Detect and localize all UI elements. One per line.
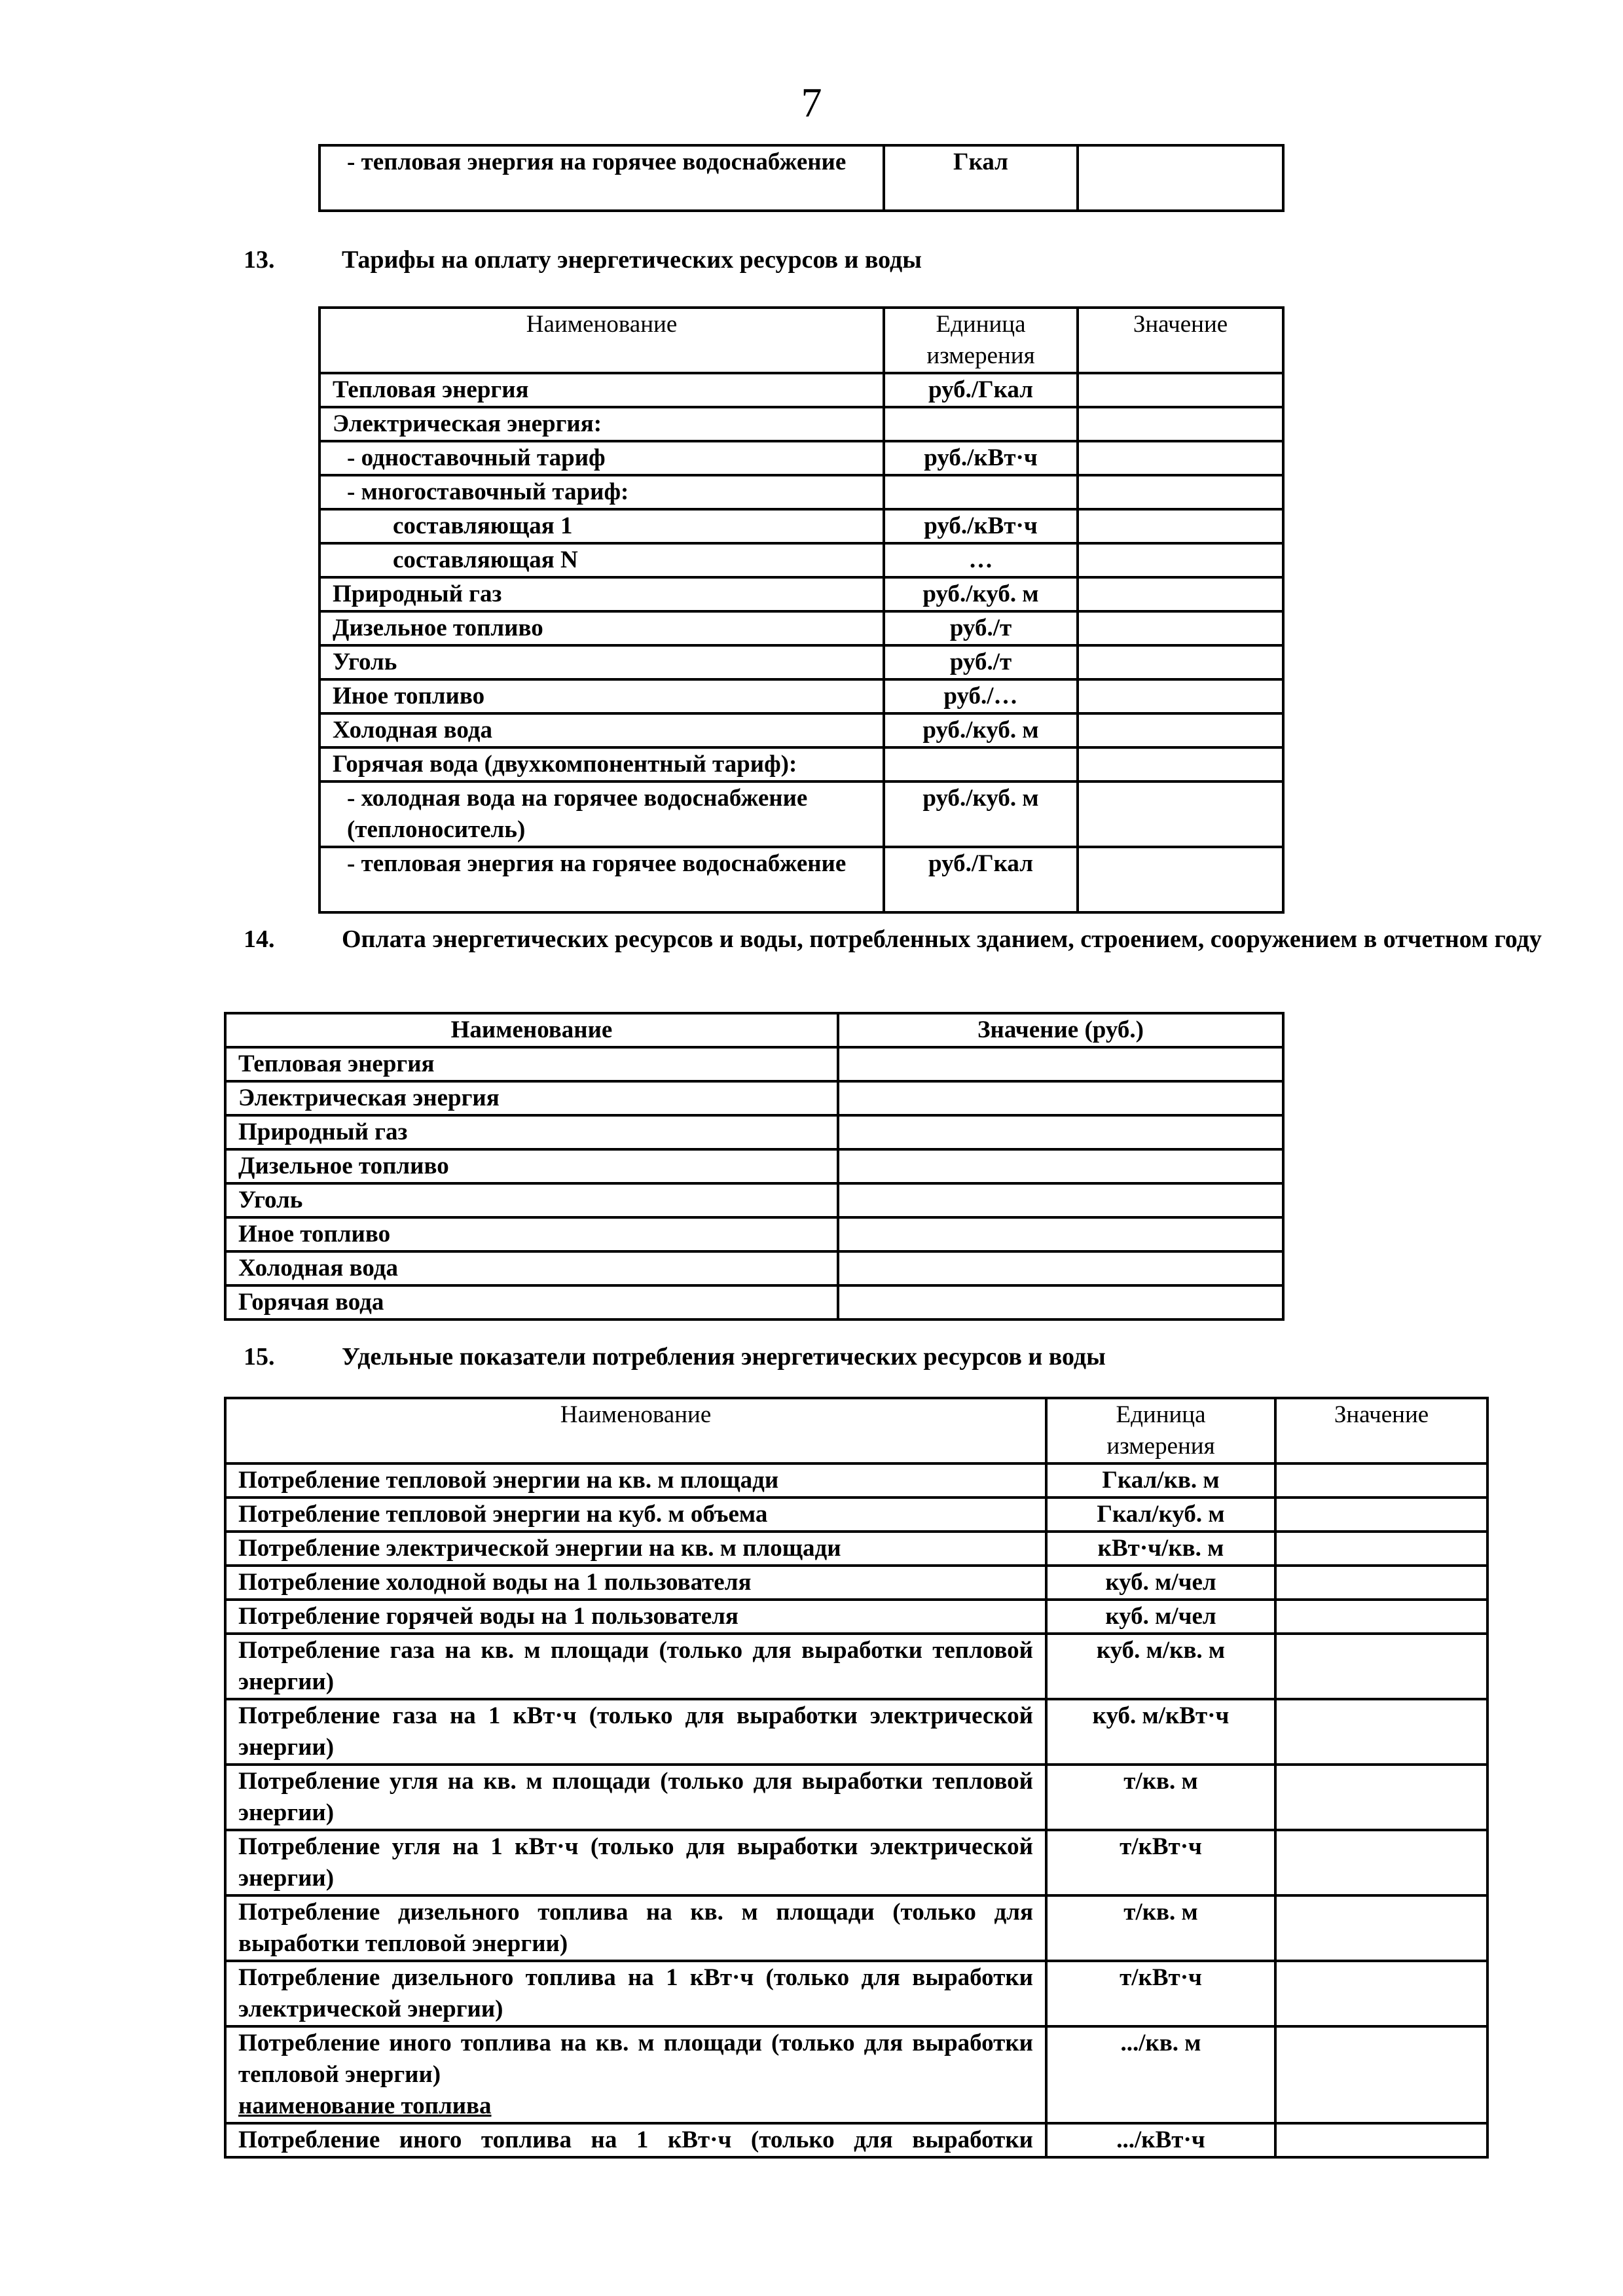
header-row: [319, 308, 1283, 373]
row-name: Потребление дизельного топлива на кв. м площади (только для выработки тепловой энергии): [225, 1895, 1046, 1961]
row-unit: куб. м/чел: [1046, 1600, 1275, 1634]
table-row: [225, 2026, 1487, 2123]
row-unit: кВт·ч/кв. м: [1046, 1532, 1275, 1566]
row-unit: [884, 747, 1078, 781]
table-row: [319, 577, 1283, 611]
row-name: Потребление иного топлива на кв. м площади (только для выработки тепловой энергии): [238, 2030, 1033, 2088]
table-row: [225, 1699, 1487, 1765]
header-name: Наименование: [319, 308, 884, 373]
row-unit: Гкал/кв. м: [1046, 1463, 1275, 1498]
row-unit: Гкал: [884, 145, 1078, 211]
page-number: 7: [801, 79, 822, 126]
row-unit: …: [884, 543, 1078, 577]
row-name: Потребление электрической энергии на кв. м площади: [225, 1532, 1046, 1566]
value-cell[interactable]: [838, 1251, 1283, 1285]
value-cell[interactable]: [838, 1183, 1283, 1217]
header-unit: Единица измерения: [1046, 1398, 1275, 1463]
value-cell[interactable]: [1275, 1463, 1487, 1498]
row-unit: руб./куб. м: [884, 577, 1078, 611]
table-row: [319, 475, 1283, 509]
table-row: [225, 1081, 1283, 1115]
header-row: [225, 1398, 1487, 1463]
table-row: [225, 1498, 1487, 1532]
section-title: Оплата энергетических ресурсов и воды, потребленных зданием, строением, сооружением в отчетном году: [342, 925, 1542, 953]
table-row: [225, 1566, 1487, 1600]
row-name: Тепловая энергия: [225, 1047, 838, 1081]
row-name-cell: [225, 2026, 1046, 2123]
tariffs-table: [318, 306, 1285, 914]
table-row: [319, 441, 1283, 475]
row-name: Холодная вода: [319, 713, 884, 747]
row-unit: Гкал/куб. м: [1046, 1498, 1275, 1532]
table-row: [319, 679, 1283, 713]
row-name: Потребление угля на 1 кВт·ч (только для выработки электрической энергии): [225, 1830, 1046, 1895]
row-unit: т/кВт·ч: [1046, 1961, 1275, 2026]
payments-table: [224, 1012, 1285, 1321]
value-cell[interactable]: [838, 1217, 1283, 1251]
row-unit: [884, 475, 1078, 509]
row-name: Дизельное топливо: [319, 611, 884, 645]
value-cell[interactable]: [1078, 373, 1283, 407]
table-row: [225, 1217, 1283, 1251]
row-unit: руб./т: [884, 645, 1078, 679]
row-name: - холодная вода на горячее водоснабжение (теплоноситель): [319, 781, 884, 847]
table-row: [319, 145, 1283, 211]
row-unit: руб./Гкал: [884, 847, 1078, 912]
section-number: 13.: [244, 246, 275, 274]
value-cell[interactable]: [1078, 747, 1283, 781]
row-unit: куб. м/чел: [1046, 1566, 1275, 1600]
row-name: Уголь: [225, 1183, 838, 1217]
value-cell[interactable]: [1078, 679, 1283, 713]
row-name: Потребление тепловой энергии на куб. м объема: [225, 1498, 1046, 1532]
header-value: Значение: [1078, 308, 1283, 373]
value-cell[interactable]: [1275, 1895, 1487, 1961]
table-row: [225, 1765, 1487, 1830]
value-cell[interactable]: [1078, 145, 1283, 211]
row-name: Иное топливо: [225, 1217, 838, 1251]
row-name: Потребление холодной воды на 1 пользователя: [225, 1566, 1046, 1600]
row-name: Дизельное топливо: [225, 1149, 838, 1183]
row-unit: руб./куб. м: [884, 713, 1078, 747]
row-name: Потребление иного топлива на 1 кВт·ч (только для выработки: [225, 2123, 1046, 2157]
table-row: [225, 1115, 1283, 1149]
header-value: Значение (руб.): [838, 1013, 1283, 1047]
row-name: Горячая вода: [225, 1285, 838, 1319]
row-unit: т/кв. м: [1046, 1765, 1275, 1830]
header-value: Значение: [1275, 1398, 1487, 1463]
value-cell[interactable]: [1275, 1566, 1487, 1600]
row-name: - одноставочный тариф: [319, 441, 884, 475]
value-cell[interactable]: [1275, 2026, 1487, 2123]
row-unit: руб./куб. м: [884, 781, 1078, 847]
value-cell[interactable]: [1275, 1765, 1487, 1830]
row-unit: т/кв. м: [1046, 1895, 1275, 1961]
table-row: [225, 1600, 1487, 1634]
row-name: составляющая 1: [319, 509, 884, 543]
value-cell[interactable]: [838, 1081, 1283, 1115]
value-cell[interactable]: [1275, 1699, 1487, 1765]
row-name: Холодная вода: [225, 1251, 838, 1285]
row-name: Горячая вода (двухкомпонентный тариф):: [319, 747, 884, 781]
section-number: 15.: [244, 1343, 275, 1371]
section-number: 14.: [244, 925, 275, 953]
row-name: Природный газ: [319, 577, 884, 611]
row-name: составляющая N: [319, 543, 884, 577]
specific-indicators-table: [224, 1397, 1489, 2159]
value-cell[interactable]: [1275, 2123, 1487, 2157]
row-name: Потребление газа на кв. м площади (только для выработки тепловой энергии): [225, 1634, 1046, 1699]
table-row: [225, 1532, 1487, 1566]
table-row: [319, 543, 1283, 577]
header-unit: Единица измерения: [884, 308, 1078, 373]
value-cell[interactable]: [1078, 407, 1283, 441]
table-row: [225, 1961, 1487, 2026]
table-row: [225, 1285, 1283, 1319]
value-cell[interactable]: [1078, 509, 1283, 543]
section-14-heading: [244, 923, 1566, 988]
row-unit: руб./кВт·ч: [884, 441, 1078, 475]
row-name: Потребление дизельного топлива на 1 кВт·ч (только для выработки электрической энергии): [225, 1961, 1046, 2026]
value-cell[interactable]: [1078, 543, 1283, 577]
table-row: [319, 747, 1283, 781]
row-name: Электрическая энергия: [225, 1081, 838, 1115]
table-row: [319, 847, 1283, 912]
table-row: [225, 2123, 1487, 2157]
table-row: [225, 1895, 1487, 1961]
value-cell[interactable]: [1275, 1961, 1487, 2026]
header-name: Наименование: [225, 1013, 838, 1047]
table-row: [225, 1047, 1283, 1081]
table-row: [319, 781, 1283, 847]
table-row: [225, 1183, 1283, 1217]
value-cell[interactable]: [1275, 1532, 1487, 1566]
value-cell[interactable]: [838, 1285, 1283, 1319]
row-unit: руб./т: [884, 611, 1078, 645]
value-cell[interactable]: [1275, 1830, 1487, 1895]
section-title: Удельные показатели потребления энергетических ресурсов и воды: [342, 1343, 1106, 1371]
value-cell[interactable]: [1275, 1498, 1487, 1532]
row-unit: куб. м/кВт·ч: [1046, 1699, 1275, 1765]
row-unit: .../кВт·ч: [1046, 2123, 1275, 2157]
table-row: [319, 611, 1283, 645]
row-name: Иное топливо: [319, 679, 884, 713]
row-name: Уголь: [319, 645, 884, 679]
row-unit: руб./Гкал: [884, 373, 1078, 407]
value-cell[interactable]: [1275, 1634, 1487, 1699]
table-row: [319, 509, 1283, 543]
value-cell[interactable]: [1078, 611, 1283, 645]
row-name: Потребление горячей воды на 1 пользователя: [225, 1600, 1046, 1634]
value-cell[interactable]: [838, 1047, 1283, 1081]
table-row: [225, 1149, 1283, 1183]
table-row: [319, 407, 1283, 441]
table-row: [319, 645, 1283, 679]
value-cell[interactable]: [1078, 441, 1283, 475]
row-name: Электрическая энергия:: [319, 407, 884, 441]
row-name: Потребление газа на 1 кВт·ч (только для выработки электрической энергии): [225, 1699, 1046, 1765]
row-unit: .../кв. м: [1046, 2026, 1275, 2123]
row-name: Природный газ: [225, 1115, 838, 1149]
table-row: [225, 1634, 1487, 1699]
header-name: Наименование: [225, 1398, 1046, 1463]
row-name: - тепловая энергия на горячее водоснабжение: [319, 145, 884, 211]
value-cell[interactable]: [1078, 475, 1283, 509]
row-name: Потребление тепловой энергии на кв. м площади: [225, 1463, 1046, 1498]
row-name: Потребление угля на кв. м площади (только для выработки тепловой энергии): [225, 1765, 1046, 1830]
row-unit: руб./…: [884, 679, 1078, 713]
row-unit: куб. м/кв. м: [1046, 1634, 1275, 1699]
table-row: [225, 1251, 1283, 1285]
row-name: - тепловая энергия на горячее водоснабжение: [319, 847, 884, 912]
value-cell[interactable]: [1275, 1600, 1487, 1634]
value-cell[interactable]: [1078, 713, 1283, 747]
row-name: Тепловая энергия: [319, 373, 884, 407]
value-cell[interactable]: [1078, 847, 1283, 912]
value-cell[interactable]: [1078, 645, 1283, 679]
table-row: [319, 373, 1283, 407]
value-cell[interactable]: [1078, 577, 1283, 611]
value-cell[interactable]: [838, 1115, 1283, 1149]
row-unit: т/кВт·ч: [1046, 1830, 1275, 1895]
section-title: Тарифы на оплату энергетических ресурсов и воды: [342, 246, 922, 274]
row-unit: руб./кВт·ч: [884, 509, 1078, 543]
value-cell[interactable]: [1078, 781, 1283, 847]
table-row: [225, 1830, 1487, 1895]
table-row: [319, 713, 1283, 747]
table-row: [225, 1463, 1487, 1498]
fuel-name-label: наименование топлива: [238, 2092, 492, 2119]
row-name: - многоставочный тариф:: [319, 475, 884, 509]
top-table: [318, 144, 1285, 212]
header-row: [225, 1013, 1283, 1047]
value-cell[interactable]: [838, 1149, 1283, 1183]
row-unit: [884, 407, 1078, 441]
